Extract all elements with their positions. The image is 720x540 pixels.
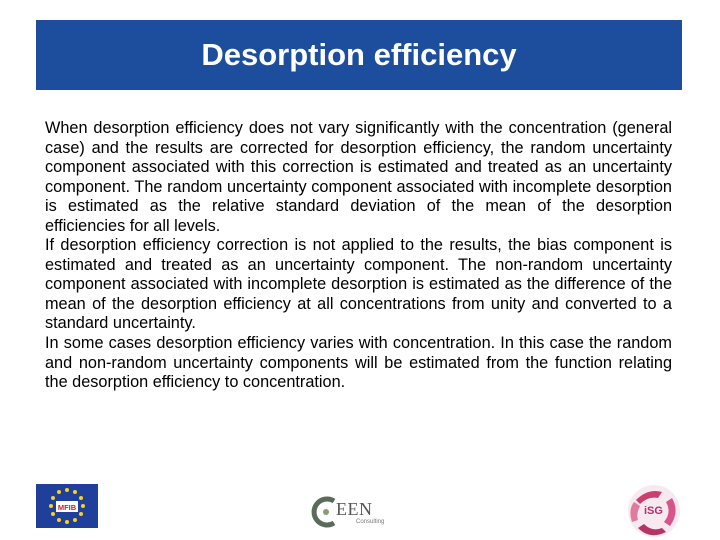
- paragraph-2: If desorption efficiency correction is not applied to the results, the bias component is estimated and treated as an uncertainty component. The non-random uncertainty component associated with incomplete desorption is estimated as the difference of the mean of the desorption efficiency at all concentrations from unity and converted to a standard uncertainty.: [45, 236, 672, 333]
- ceen-c-icon: [310, 495, 338, 529]
- title-bar: [36, 20, 682, 90]
- ceen-logo-text: EEN: [336, 499, 373, 519]
- eu-logo-icon: [36, 484, 98, 528]
- eu-logo-text: MFIB: [57, 503, 77, 512]
- slide-body: [45, 119, 672, 393]
- ceen-logo-subtext: Consulting: [356, 519, 385, 525]
- ceen-logo: [310, 495, 390, 529]
- footer-logos: [0, 470, 720, 540]
- paragraph-3: In some cases desorption efficiency varies with concentration. In this case the random and non-random uncertainty components will be estimated from the function relating the desorption efficiency to concentration.: [45, 334, 672, 392]
- isg-logo: [626, 482, 682, 540]
- slide-title: Desorption efficiency: [201, 37, 517, 72]
- paragraph-1: When desorption efficiency does not vary significantly with the concentration (general case) and the results are corrected for desorption efficiency, the random uncertainty component associated with this correction is estimated and treated as an uncertainty component. The random uncertainty component associated with incomplete desorption is estimated as the relative standard deviation of the mean of the desorption efficiencies for all levels.: [45, 119, 672, 235]
- isg-logo-text: iSG: [644, 505, 663, 517]
